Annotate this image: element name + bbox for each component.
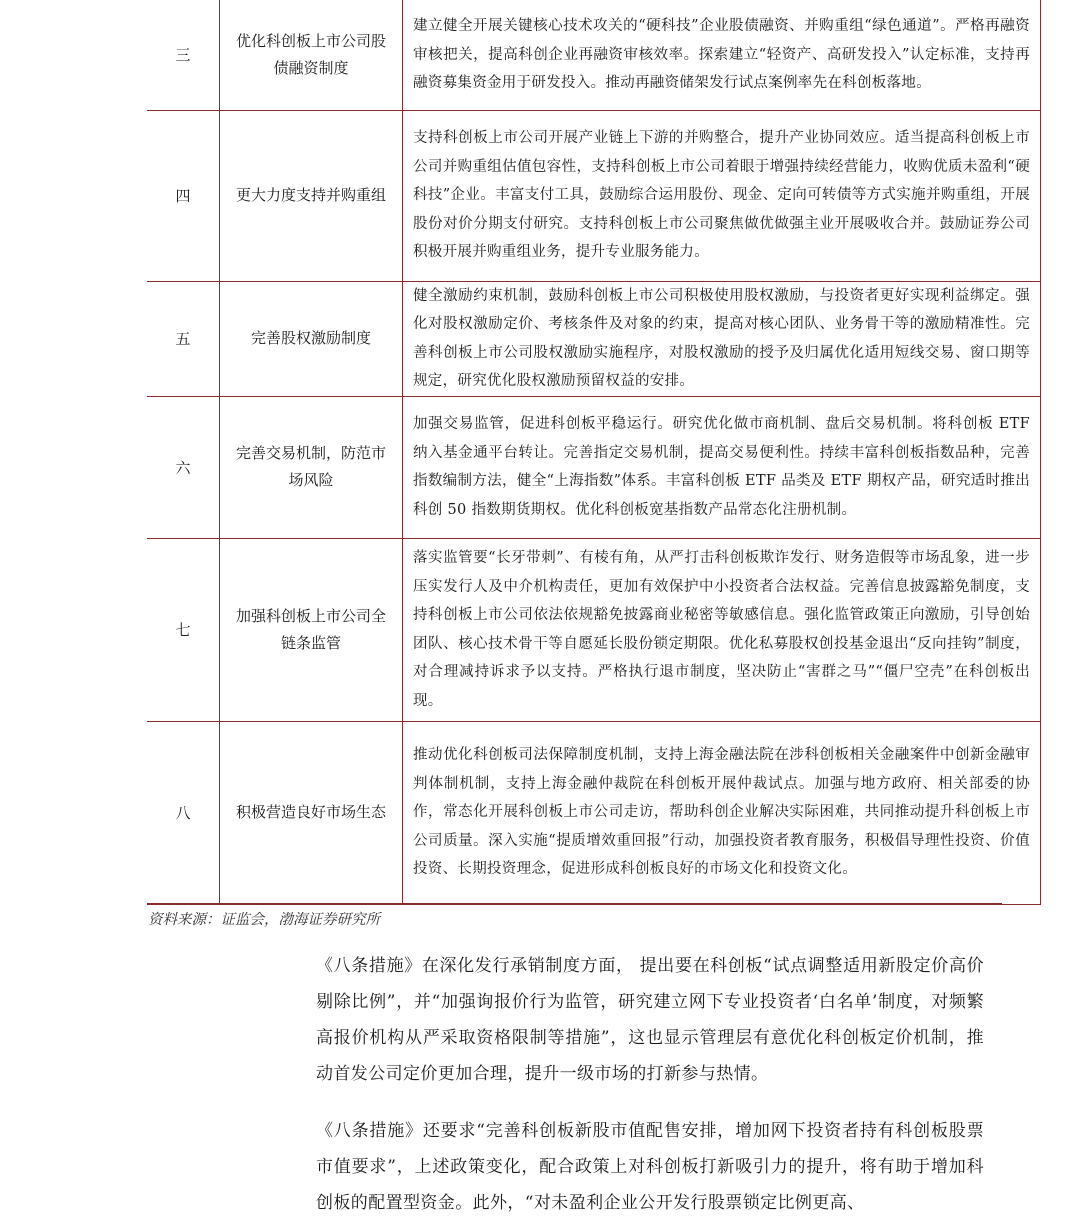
table-bottom-rule <box>147 903 1002 905</box>
row-number: 七 <box>147 538 220 721</box>
table-row <box>147 538 1041 721</box>
row-number: 五 <box>147 281 220 396</box>
row-body: 建立健全开展关键核心技术攻关的“硬科技”企业股债融资、并购重组“绿色通道”。严格再融资审核把关，提高科创企业再融资审核效率。探索建立“轻资产、高研发投入”认定标准，支持再融资募集资金用于研发投入。推动再融资储架发行试点案例率先在科创板落地。 <box>403 0 1041 110</box>
row-title: 完善股权激励制度 <box>220 281 403 396</box>
table-row <box>147 281 1041 396</box>
row-body: 推动优化科创板司法保障制度机制，支持上海金融法院在涉科创板相关金融案件中创新金融审判体制机制，支持上海金融仲裁院在科创板开展仲裁试点。加强与地方政府、相关部委的协作，常态化开展科创板上市公司走访，帮助科创企业解决实际困难，共同推动提升科创板上市公司质量。深入实施“提质增效重回报”行动，加强投资者教育服务，积极倡导理性投资、价值投资、长期投资理念，促进形成科创板良好的市场文化和投资文化。 <box>403 721 1041 904</box>
row-number: 三 <box>147 0 220 110</box>
row-body: 落实监管要“长牙带刺”、有棱有角，从严打击科创板欺诈发行、财务造假等市场乱象，进一步压实发行人及中介机构责任，更加有效保护中小投资者合法权益。完善信息披露豁免制度，支持科创板上市公司依法依规豁免披露商业秘密等敏感信息。强化监管政策正向激励，引导创始团队、核心技术骨干等自愿延长股份锁定期限。优化私募股权创投基金退出“反向挂钩”制度，对合理减持诉求予以支持。严格执行退市制度，坚决防止“害群之马”“僵尸空壳”在科创板出现。 <box>403 538 1041 721</box>
table-row <box>147 0 1041 110</box>
row-title: 更大力度支持并购重组 <box>220 110 403 281</box>
policy-table <box>147 0 1041 905</box>
row-title: 积极营造良好市场生态 <box>220 721 403 904</box>
row-body: 健全激励约束机制，鼓励科创板上市公司积极使用股权激励，与投资者更好实现利益绑定。强化对股权激励定价、考核条件及对象的约束，提高对核心团队、业务骨干等的激励精准性。完善科创板上市公司股权激励实施程序，对股权激励的授予及归属优化适用短线交易、窗口期等规定，研究优化股权激励预留权益的安排。 <box>403 281 1041 396</box>
table-row <box>147 396 1041 538</box>
body-paragraph: 《八条措施》还要求“完善科创板新股市值配售安排，增加网下投资者持有科创板股票市值要求”，上述政策变化，配合政策上对科创板打新吸引力的提升，将有助于增加科创板的配置型资金。此外，“对未盈利企业公开发行股票锁定比例更高、 <box>316 1121 984 1213</box>
row-title: 加强科创板上市公司全链条监管 <box>220 538 403 721</box>
table-row <box>147 110 1041 281</box>
row-title: 优化科创板上市公司股债融资制度 <box>220 0 403 110</box>
row-number: 四 <box>147 110 220 281</box>
table-row <box>147 721 1041 904</box>
row-body: 加强交易监管，促进科创板平稳运行。研究优化做市商机制、盘后交易机制。将科创板 ETF 纳入基金通平台转让。完善指定交易机制，提高交易便利性。持续丰富科创板指数品种，完善指数编制方法，健全“上海指数”体系。丰富科创板 ETF 品类及 ETF 期权产品，研究适时推出科创 50 指数期货期权。优化科创板宽基指数产品常态化注册机制。 <box>403 396 1041 538</box>
row-number: 八 <box>147 721 220 904</box>
row-number: 六 <box>147 396 220 538</box>
body-paragraph: 《八条措施》在深化发行承销制度方面， 提出要在科创板“试点调整适用新股定价高价剔除比例”，并“加强询报价行为监管，研究建立网下专业投资者‘白名单’制度，对频繁高报价机构从严采取资格限制等措施”，这也显示管理层有意优化科创板定价机制，推动首发公司定价更加合理，提升一级市场的打新参与热情。 <box>316 956 984 1084</box>
table-source-note: 资料来源：证监会，渤海证券研究所 <box>148 912 380 928</box>
row-title: 完善交易机制，防范市场风险 <box>220 396 403 538</box>
row-body: 支持科创板上市公司开展产业链上下游的并购整合，提升产业协同效应。适当提高科创板上市公司并购重组估值包容性，支持科创板上市公司着眼于增强持续经营能力，收购优质未盈利“硬科技”企业。丰富支付工具，鼓励综合运用股份、现金、定向可转债等方式实施并购重组，开展股份对价分期支付研究。支持科创板上市公司聚焦做优做强主业开展吸收合并。鼓励证券公司积极开展并购重组业务，提升专业服务能力。 <box>403 110 1041 281</box>
